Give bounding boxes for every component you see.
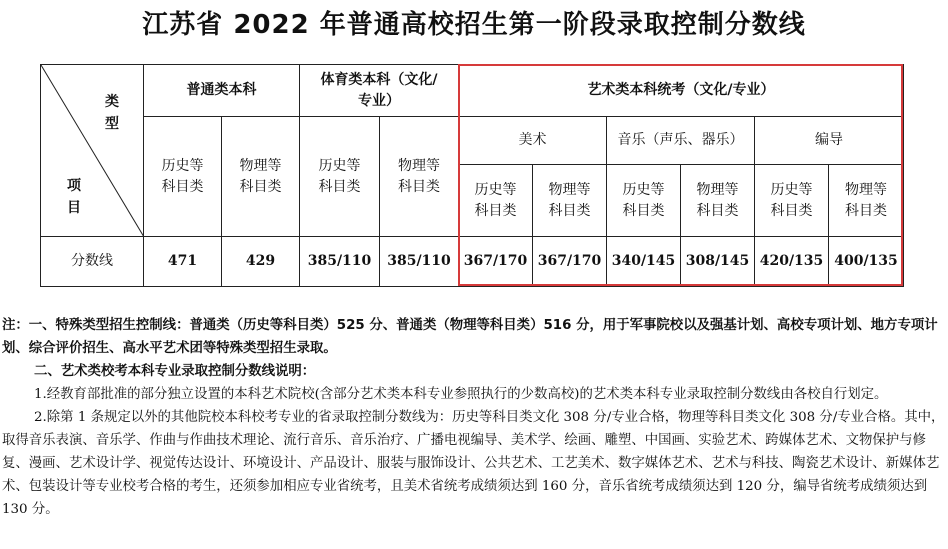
col-putong-history: 历史等科目类 bbox=[144, 117, 222, 237]
group-header-tiyu: 体育类本科（文化/专业） bbox=[300, 65, 459, 117]
col-tiyu-physics: 物理等科目类 bbox=[380, 117, 459, 237]
col-yinyue-physics: 物理等科目类 bbox=[681, 165, 755, 237]
col-yinyue-history: 历史等科目类 bbox=[607, 165, 681, 237]
col-meishu-physics: 物理等科目类 bbox=[533, 165, 607, 237]
score-cell: 367/170 bbox=[533, 237, 607, 287]
subgroup-biandao: 编导 bbox=[755, 117, 904, 165]
score-cell: 340/145 bbox=[607, 237, 681, 287]
subgroup-meishu: 美术 bbox=[459, 117, 607, 165]
score-cell: 367/170 bbox=[459, 237, 533, 287]
page-title: 江苏省 2022 年普通高校招生第一阶段录取控制分数线 bbox=[142, 10, 806, 40]
col-biandao-physics: 物理等科目类 bbox=[829, 165, 904, 237]
note-art-item-1: 1.经教育部批准的部分独立设置的本科艺术院校(含部分艺术类本科专业参照执行的少数高校)的艺术类本科专业录取控制分数线由各校自行划定。 bbox=[34, 387, 888, 402]
score-cell: 429 bbox=[222, 237, 300, 287]
score-cell: 420/135 bbox=[755, 237, 829, 287]
col-biandao-history: 历史等科目类 bbox=[755, 165, 829, 237]
row-label-score: 分数线 bbox=[41, 237, 144, 287]
col-meishu-history: 历史等科目类 bbox=[459, 165, 533, 237]
subgroup-yinyue: 音乐（声乐、器乐） bbox=[607, 117, 755, 165]
corner-label-item: 项 目 bbox=[67, 178, 81, 216]
corner-header-cell bbox=[41, 65, 144, 237]
score-cell: 308/145 bbox=[681, 237, 755, 287]
col-tiyu-history: 历史等科目类 bbox=[300, 117, 380, 237]
score-cell: 385/110 bbox=[380, 237, 459, 287]
col-putong-physics: 物理等科目类 bbox=[222, 117, 300, 237]
diagonal-line bbox=[41, 65, 144, 237]
score-table bbox=[40, 64, 904, 287]
note-special-types: 注：一、特殊类型招生控制线：普通类（历史等科目类）525 分、普通类（物理等科目类）516 分，用于军事院校以及强基计划、高校专项计划、地方专项计划、综合评价招生、高水平艺术团等特殊类型招生录取。 bbox=[2, 318, 938, 356]
group-header-yishu: 艺术类本科统考（文化/专业） bbox=[459, 65, 904, 117]
note-art-heading: 二、艺术类校考本科专业录取控制分数线说明： bbox=[34, 364, 316, 379]
score-cell: 385/110 bbox=[300, 237, 380, 287]
score-cell: 400/135 bbox=[829, 237, 904, 287]
score-cell: 471 bbox=[144, 237, 222, 287]
note-art-item-2: 2.除第 1 条规定以外的其他院校本科校考专业的省录取控制分数线为：历史等科目类文化 308 分/专业合格，物理等科目类文化 308 分/专业合格。其中，取得音乐表演、音乐学、作曲与作曲技术理论、流行音乐、音乐治疗、广播电视编导、美术学、绘画、雕塑、中国画、实验艺术、跨媒体艺术、文物保护与修复、漫画、艺术设计学、视觉传达设计、环境设计、产品设计、服装与服饰设计、公共艺术、工艺美术、数字媒体艺术、艺术与科技、陶瓷艺术设计、新媒体艺术、包装设计等专业校考合格的考生，还须参加相应专业省统考，且美术省统考成绩须达到 160 分，音乐省统考成绩须达到 120 分，编导省统考成绩须达到 130 分。 bbox=[2, 410, 945, 517]
notes-section bbox=[2, 314, 946, 521]
group-header-putong: 普通类本科 bbox=[144, 65, 300, 117]
corner-label-type: 类 型 bbox=[105, 94, 119, 132]
